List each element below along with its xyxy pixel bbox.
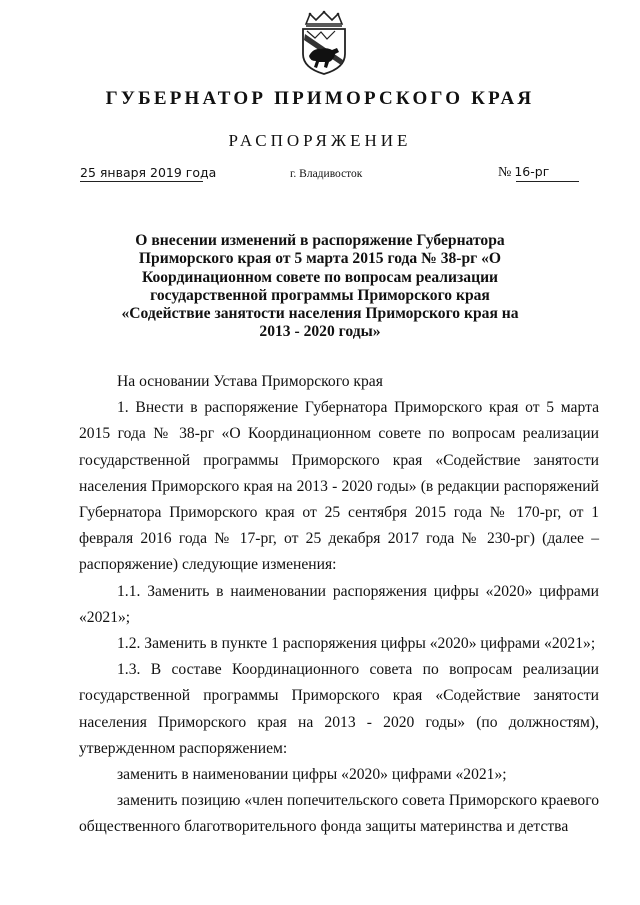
number-underline xyxy=(516,181,579,182)
document-type: РАСПОРЯЖЕНИЕ xyxy=(228,131,412,150)
paragraph-item-1-3: 1.3. В составе Координационного совета по вопросам реализации государственной программы Приморского края «Содействие занятости населения Приморского края на 2013 - 2020 годы» (по должностям), утвержденном распоряжением: xyxy=(79,661,599,757)
date-underline xyxy=(80,181,203,182)
authority-heading: ГУБЕРНАТОР ПРИМОРСКОГО КРАЯ xyxy=(105,88,535,109)
document-date: 25 января 2019 года xyxy=(80,165,217,180)
document-number xyxy=(498,164,549,181)
paragraph-replace-name: заменить в наименовании цифры «2020» цифрами «2021»; xyxy=(117,766,507,784)
coat-of-arms-icon xyxy=(297,10,351,76)
paragraph-basis: На основании Устава Приморского края xyxy=(117,373,383,390)
document-city: г. Владивосток xyxy=(290,168,363,180)
document-title: О внесении изменений в распоряжение Губернатора Приморского края от 5 марта 2015 года № 38-рг «О Координационном совете по вопросам реализации государственной программы Приморского края «Содействие занятости населения Приморского края на 2013 - 2020 годы» xyxy=(121,232,519,341)
paragraph-item-1-1: 1.1. Заменить в наименовании распоряжения цифры «2020» цифрами «2021»; xyxy=(79,582,599,626)
document-body xyxy=(79,369,599,841)
paragraph-item-1: 1. Внести в распоряжение Губернатора Приморского края от 5 марта 2015 года № 38-рг «О Координационном совете по вопросам реализации государственной программы Приморского края «Содействие занятости населения Приморского края на 2013 - 2020 годы» (в редакции распоряжений Губернатора Приморского края от 25 сентября 2015 года № 170-рг, от 1 февраля 2016 года № 17-рг, от 25 декабря 2017 года № 230-рг) (далее – распоряжение) следующие изменения: xyxy=(79,399,599,574)
number-value: 16-рг xyxy=(514,164,550,179)
paragraph-item-1-2: 1.2. Заменить в пункте 1 распоряжения цифры «2020» цифрами «2021»; xyxy=(117,635,596,653)
number-sign: № xyxy=(498,165,512,180)
paragraph-replace-position: заменить позицию «член попечительского совета Приморского краевого общественного благотворительного фонда защиты материнства и детства xyxy=(79,792,599,836)
